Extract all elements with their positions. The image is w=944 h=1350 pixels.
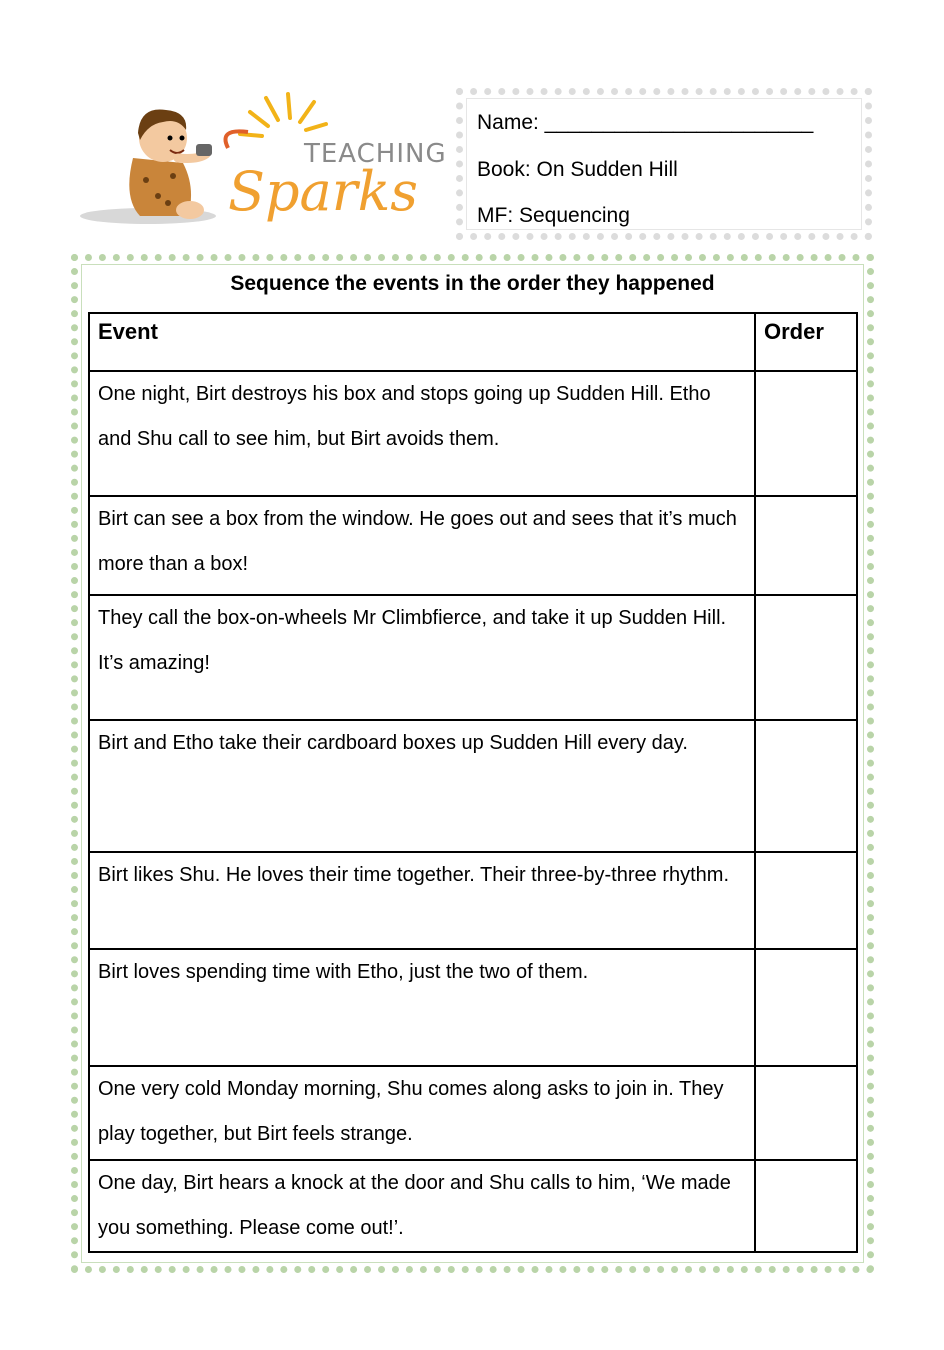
event-text: One night, Birt destroys his box and stops going up Sudden Hill. Etho and Shu call to see him, but Birt avoids them. [89,371,755,496]
event-text: Birt loves spending time with Etho, just the two of them. [89,949,755,1066]
order-cell[interactable] [755,720,857,852]
table-row [89,496,857,595]
header-event: Event [89,313,755,371]
order-cell[interactable] [755,595,857,720]
worksheet-title: Sequence the events in the order they happened [230,272,715,295]
logo-teaching-text: TEACHING [304,139,447,169]
order-cell[interactable] [755,1160,857,1252]
logo-sparks-text: Sparks [228,160,419,223]
order-cell[interactable] [755,1066,857,1160]
table-row [89,1066,857,1160]
table-row [89,852,857,949]
header-order: Order [755,313,857,371]
name-field[interactable]: Name: _______________________ [477,111,814,134]
table-row [89,720,857,852]
book-label: Book: On Sudden Hill [477,157,678,181]
table-row [89,949,857,1066]
order-cell[interactable] [755,496,857,595]
order-cell[interactable] [755,852,857,949]
worksheet-frame [71,254,874,1273]
table-row [89,371,857,496]
order-cell[interactable] [755,949,857,1066]
event-text: Birt can see a box from the window. He goes out and sees that it’s much more than a box! [89,496,755,595]
event-text: They call the box-on-wheels Mr Climbfierce, and take it up Sudden Hill. It’s amazing! [89,595,755,720]
event-text: One day, Birt hears a knock at the door and Shu calls to him, ‘We made you something. Please come out!’. [89,1160,755,1252]
student-info-box [456,88,872,240]
table-row [89,1160,857,1252]
mf-label: MF: Sequencing [477,204,630,227]
table-row [89,595,857,720]
teaching-sparks-logo [78,88,448,238]
sequence-table [88,312,858,1253]
caveman-mascot-icon [78,88,448,238]
event-text: One very cold Monday morning, Shu comes along asks to join in. They play together, but Birt feels strange. [89,1066,755,1160]
table-header-row [89,313,857,371]
event-text: Birt and Etho take their cardboard boxes up Sudden Hill every day. [89,720,755,852]
event-text: Birt likes Shu. He loves their time together. Their three-by-three rhythm. [89,852,755,949]
order-cell[interactable] [755,371,857,496]
